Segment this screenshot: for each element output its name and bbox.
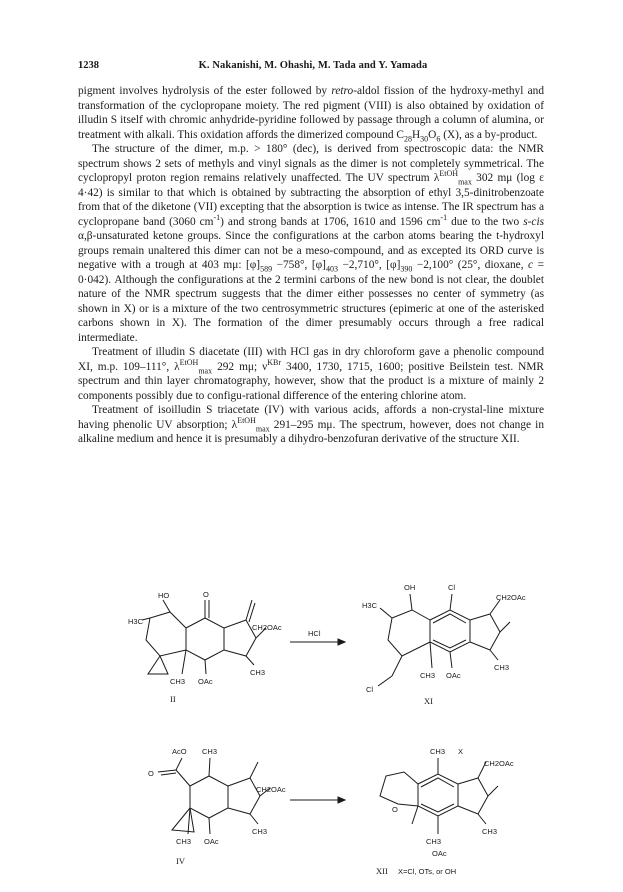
text-fragment: pigment involves hydrolysis of the ester followed by <box>78 85 332 97</box>
text-fragment: α,β-unsaturated ketone groups. Since the configurations at the carbon atoms bearing the t-hydroxyl groups remain unaltered this dimer can not be a meso-compound, and as excepted its ORD curve is negative with a trough at 403 mμ: [φ] <box>78 230 544 271</box>
text-fragment: −2,100° (25°, dioxane, <box>412 259 529 271</box>
ii-h3c-label: H3C <box>128 617 144 626</box>
text-fragment: EtOH <box>179 357 199 367</box>
text-fragment: -1 <box>213 212 221 222</box>
xi-compound-label: XI <box>424 696 433 706</box>
text-fragment: due to the two <box>447 215 524 228</box>
xi-ch2oac-label: CH2OAc <box>496 593 526 602</box>
text-fragment: KBr <box>267 357 282 367</box>
text-fragment: EtOH <box>439 169 459 179</box>
text-fragment: s-cis <box>523 215 545 228</box>
ii-ho-label: HO <box>158 591 170 600</box>
iv-ch3-bottom-label: CH3 <box>176 837 192 846</box>
ii-ch3-ring-label: CH3 <box>250 668 266 677</box>
text-fragment: O <box>428 128 437 141</box>
text-fragment: 292 mμ; ν <box>212 360 268 373</box>
text-fragment: 3400, 1730, 1715, 1600; positive Beilstein test. NMR spectrum and thin layer chromatography, however, show that the product is a mixture of mainly 2 components possibly due to configu-rational difference of the entering chlorine atom. <box>78 360 544 402</box>
text-fragment: The structure of the dimer, m.p. > 180° (dec), is derived from spectroscopic data: the NMR spectrum shows 2 sets of methyls and vinyl signals as the dimer is not completely symmetrical. The cyclopropyl proton region remains relatively unaffected. The UV spectrum λ <box>78 143 544 184</box>
iv-ch3-top-label: CH3 <box>202 747 218 756</box>
structure-iv <box>158 758 270 834</box>
text-fragment: EtOH <box>237 415 256 425</box>
ii-ch2oac-label: CH2OAc <box>252 623 282 632</box>
iv-oac-label: OAc <box>204 837 219 846</box>
iv-oxygen-label: O <box>148 769 154 778</box>
ii-compound-label: II <box>170 694 176 704</box>
xii-ch2oac-label: CH2OAc <box>484 759 514 768</box>
page-number: 1238 <box>78 60 99 71</box>
xi-oh-label: OH <box>404 583 416 592</box>
xi-oac-label: OAc <box>446 671 461 680</box>
ii-ch3-bottom-label: CH3 <box>170 677 186 686</box>
text-fragment: 403 <box>325 264 338 274</box>
xii-x-label: X <box>458 747 464 756</box>
text-fragment: −2,710°, [φ] <box>337 259 401 271</box>
iv-ch2oac-label: CH2OAc <box>256 785 286 794</box>
text-fragment: 390 <box>400 264 413 274</box>
xii-ch3-bottom-label: CH3 <box>426 837 442 846</box>
structure-xi <box>378 594 510 686</box>
text-fragment: 291–295 mμ. The spectrum, however, does not change in alkaline medium and hence it is presumably a dihydro-benzofuran derivative of the structure XII. <box>78 418 544 445</box>
xii-ch3-top-label: CH3 <box>430 747 446 756</box>
text-fragment: retro <box>331 85 354 97</box>
text-fragment: -1 <box>440 212 448 222</box>
text-fragment: Treatment of illudin S diacetate (III) with HCl gas in dry chloroform gave a phenolic compound XI, m.p. 109–111°, λ <box>78 346 544 373</box>
ii-oxygen-label: O <box>203 590 209 599</box>
iv-ch3-ring-label: CH3 <box>252 827 268 836</box>
text-fragment: = 0·042). Although the configurations at the 2 termini carbons of the new bond is not clear, the doublet nature of the NMR spectrum suggests that the dimer either possesses no center of symmetry (as shown in X) or is a mixture of the two centrosymmetric structures (epimeric at one of the asterisked carbons shown in X). The formation of the dimer presumably occurs through a free radical intermediate. <box>78 259 544 344</box>
text-fragment: max <box>255 423 270 433</box>
xii-oac-label: OAc <box>432 849 447 858</box>
xi-cl-bottom-label: Cl <box>366 685 374 694</box>
text-fragment: 30 <box>420 133 429 143</box>
xi-ch3-bottom-label: CH3 <box>420 671 436 680</box>
xii-compound-label: XII <box>376 866 388 876</box>
running-header-authors: K. Nakanishi, M. Ohashi, M. Tada and Y. Yamada <box>198 60 428 71</box>
xi-cl-top-label: Cl <box>448 583 456 592</box>
text-fragment: ) and strong bands at 1706, 1610 and 1596 cm <box>220 215 441 228</box>
xi-h3c-label: H3C <box>362 601 378 610</box>
iv-compound-label: IV <box>176 856 185 866</box>
text-fragment: −758°, [φ] <box>272 259 326 271</box>
text-fragment: 302 mμ (log ε 4·42) is similar to that which is obtained by subtracting the absorption of ethyl 3,5-dinitrobenzoate from that of the diketone (VII) excepting that the absorption is twice as intense. The IR spectrum has a cyclopropane band (3060 cm <box>78 172 544 228</box>
xi-ch3-ring-label: CH3 <box>494 663 510 672</box>
text-fragment: max <box>198 365 213 375</box>
xii-ch3-ring-label: CH3 <box>482 827 498 836</box>
arrow-reagent-hcl: HCl <box>308 629 321 638</box>
text-fragment: c <box>528 259 534 271</box>
text-fragment: 6 <box>436 133 441 143</box>
text-fragment: 589 <box>260 264 273 274</box>
text-fragment: Treatment of isoilludin S triacetate (IV) with various acids, affords a non-crystal-line mixture having phenolic UV absorption; λ <box>78 404 544 431</box>
xii-x-definition: X=Cl, OTs, or OH <box>398 867 457 876</box>
iv-aco-label: AcO <box>172 747 187 756</box>
text-fragment: H <box>411 128 421 141</box>
xii-oxygen-label: O <box>392 805 398 814</box>
text-fragment: (X), as a by-product. <box>440 128 538 141</box>
structure-ii <box>142 600 266 674</box>
text-fragment: -aldol fission of the hydroxy-methyl and transformation of the cyclopropane moiety. The red pigment (VIII) is also obtained by oxidation of illudin S itself with chromic anhydride-pyridine followed by passage through a column of alumina, or treatment with alkali. This oxidation affords the dimerized compound C <box>78 85 545 141</box>
text-fragment: 28 <box>403 133 412 143</box>
ii-oac-label: OAc <box>198 677 213 686</box>
structure-xii <box>380 758 498 834</box>
text-fragment: max <box>458 177 472 187</box>
